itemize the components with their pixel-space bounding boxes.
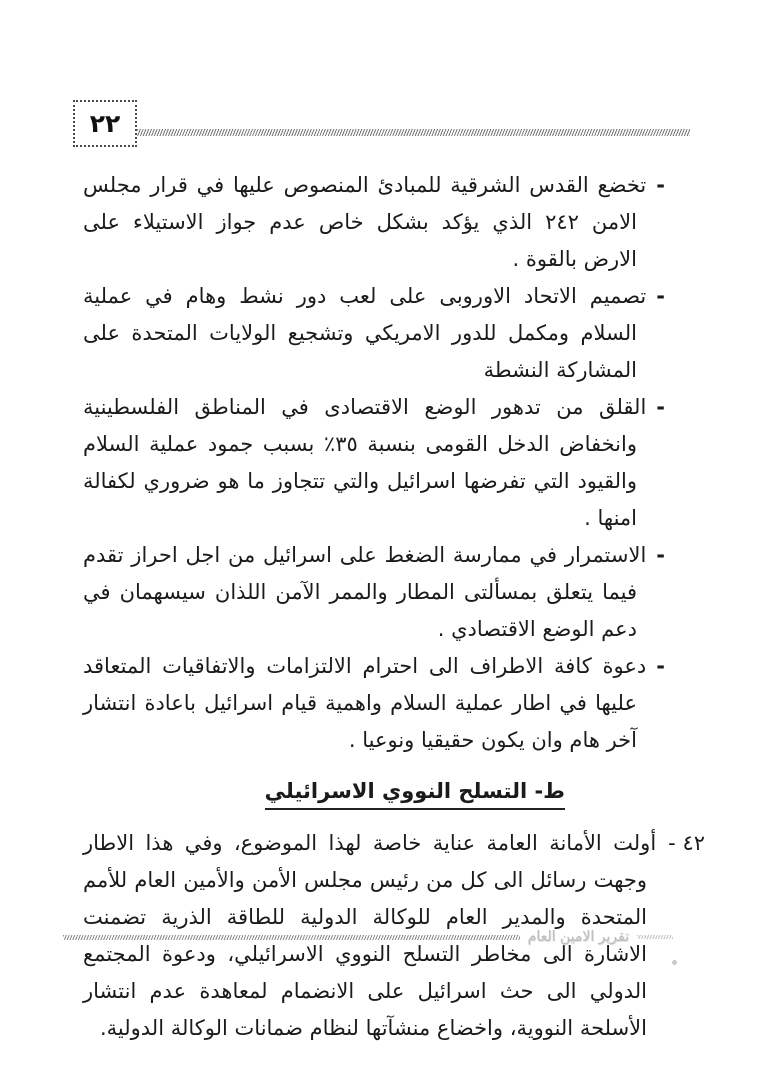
- dash-marker: -: [656, 543, 665, 567]
- list-item: [83, 648, 665, 759]
- paragraph-text: أولت الأمانة العامة عناية خاصة لهذا الموضوع، وفي هذا الاطار وجهت رسائل الى كل من رئيس مجلس الأمن والأمين العام للأمم المتحدة والمدير العام للوكالة الدولية للطاقة الذرية تضمنت الاشارة الى مخاطر التسلح النووي الاسرائيلي، ودعوة المجتمع الدولي الى حث اسرائيل على الانضمام لمعاهدة عدم انتشار الأسلحة النووية، واخضاع منشآتها لنظام ضمانات الوكالة الدولية.: [83, 831, 657, 1040]
- paragraph-number: ٤٢ -: [668, 831, 705, 855]
- dash-marker: -: [656, 654, 665, 678]
- scan-artifact-dot: [672, 960, 677, 965]
- footer: [63, 928, 673, 946]
- list-item-text: القلق من تدهور الوضع الاقتصادى في المناطق الفلسطينية وانخفاض الدخل القومى بنسبة ٣٥٪ بسبب جمود عملية السلام والقيود التي تفرضها اسرائيل والتي تتجاوز ما هو ضروري لكفالة امنها .: [83, 395, 647, 530]
- list-item: [83, 389, 665, 537]
- footer-rule-short: [637, 935, 673, 939]
- list-item-text: تصميم الاتحاد الاوروبى على لعب دور نشط وهام في عملية السلام ومكمل للدور الامريكي وتشجيع الولايات المتحدة على المشاركة النشطة: [83, 284, 647, 382]
- dash-marker: -: [656, 395, 665, 419]
- section-heading: [265, 773, 565, 810]
- list-item-text: الاستمرار في ممارسة الضغط على اسرائيل من اجل احراز تقدم فيما يتعلق بمسألتى المطار والممر الآمن اللذان سيسهمان في دعم الوضع الاقتصادي .: [83, 543, 647, 641]
- bullet-list: [83, 167, 705, 759]
- footer-rule-long: [63, 935, 520, 940]
- list-item-text: دعوة كافة الاطراف الى احترام الالتزامات والاتفاقيات المتعاقد عليها في اطار عملية السلام واهمية قيام اسرائيل باعادة انتشار آخر هام وان يكون حقيقيا ونوعيا .: [83, 654, 647, 752]
- footer-stamp: تقرير الامين العام: [527, 928, 629, 946]
- dash-marker: -: [656, 173, 665, 197]
- page-number: ٢٢: [89, 109, 121, 138]
- header-rule: [137, 129, 690, 136]
- section-heading-text: ط- التسلح النووي الاسرائيلي: [265, 779, 565, 810]
- list-item: [83, 278, 665, 389]
- list-item-text: تخضع القدس الشرقية للمبادئ المنصوص عليها في قرار مجلس الامن ٢٤٢ الذي يؤكد بشكل خاص عدم جواز الاستيلاء على الارض بالقوة .: [83, 173, 647, 271]
- list-item: [83, 167, 665, 278]
- page-number-box: [73, 100, 137, 147]
- list-item: [83, 537, 665, 648]
- dash-marker: -: [656, 284, 665, 308]
- document-body: [83, 167, 705, 1047]
